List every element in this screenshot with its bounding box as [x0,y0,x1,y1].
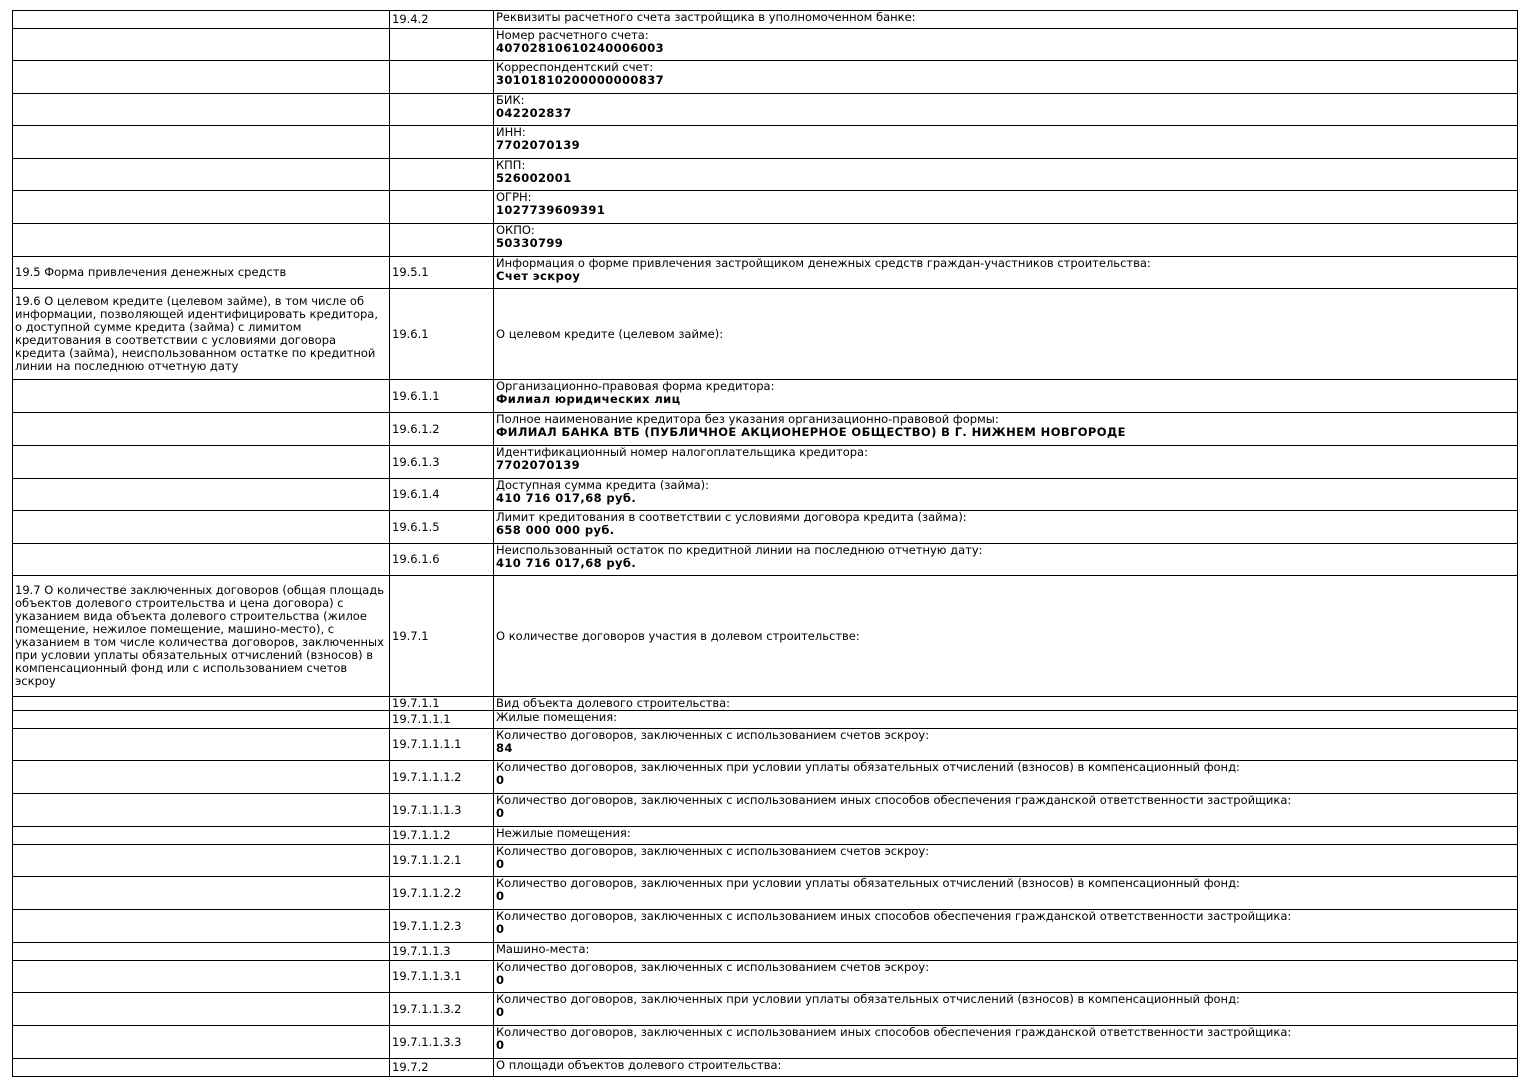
content-cell [494,761,1518,794]
field-value: 40702810610240006003 [496,41,665,55]
code-cell: 19.7.2 [390,1059,494,1077]
content-cell [494,191,1518,224]
section-cell [13,380,390,413]
section-cell [13,943,390,961]
field-value: 0 [496,857,505,871]
field-label: Корреспондентский счет: [496,60,654,74]
field-label: Количество договоров, заключенных при условии уплаты обязательных отчислений (взносов) в компенсационный фонд: [496,992,1240,1006]
table-row [13,1026,1518,1059]
field-label: Количество договоров, заключенных с использованием иных способов обеспечения гражданской ответственности застройщика: [496,909,1292,923]
table-row [13,877,1518,910]
content-cell [494,94,1518,126]
table-row [13,61,1518,94]
code-cell [390,29,494,61]
section-cell [13,877,390,910]
field-label: Неиспользованный остаток по кредитной линии на последнюю отчетную дату: [496,543,983,557]
content-cell [494,380,1518,413]
content-cell [494,289,1518,380]
content-cell [494,1059,1518,1077]
code-cell [390,224,494,257]
field-label: ОГРН: [496,190,532,204]
content-cell [494,126,1518,159]
field-value: 0 [496,1005,505,1019]
field-label: КПП: [496,158,526,172]
field-label: ИНН: [496,125,526,139]
code-cell: 19.7.1.1 [390,697,494,711]
field-value: 526002001 [496,171,572,185]
content-cell [494,711,1518,729]
section-cell: 19.7 О количестве заключенных договоров (общая площадь объектов долевого строительства и цена договора) с указанием вида объекта долевого строительства (жилое помещение, нежилое помещение, машино-место), с указанием в том числе количества договоров, заключенных при условии уплаты обязательных отчислений (взносов) в компенсационный фонд или с использованием счетов эскроу [13,576,390,697]
table-row [13,413,1518,446]
section-cell [13,697,390,711]
field-value: 1027739609391 [496,203,606,217]
table-row [13,224,1518,257]
table-row [13,961,1518,993]
field-label: Реквизиты расчетного счета застройщика в уполномоченном банке: [496,10,916,24]
table-row [13,761,1518,794]
table-row [13,446,1518,479]
code-cell: 19.4.2 [390,11,494,29]
field-value: 0 [496,1038,505,1052]
table-row [13,711,1518,729]
code-cell: 19.7.1.1.1.2 [390,761,494,794]
section-cell [13,446,390,479]
disclosure-table [12,10,1518,1077]
code-cell: 19.6.1.5 [390,511,494,544]
field-value: 658 000 000 руб. [496,523,615,537]
section-cell [13,511,390,544]
code-cell: 19.7.1.1.1.1 [390,729,494,761]
section-cell [13,794,390,827]
content-cell [494,729,1518,761]
code-cell: 19.7.1.1.2.1 [390,845,494,877]
code-cell: 19.7.1.1.3.1 [390,961,494,993]
table-row [13,827,1518,845]
section-cell [13,479,390,511]
field-label: Количество договоров, заключенных при условии уплаты обязательных отчислений (взносов) в компенсационный фонд: [496,760,1240,774]
field-label: Количество договоров, заключенных с использованием иных способов обеспечения гражданской ответственности застройщика: [496,793,1292,807]
field-label: О целевом кредите (целевом займе): [496,326,724,341]
section-cell [13,729,390,761]
field-label: Вид объекта долевого строительства: [496,696,731,710]
code-cell: 19.6.1.2 [390,413,494,446]
field-value: 30101810200000000837 [496,73,665,87]
table-row [13,993,1518,1026]
table-row [13,794,1518,827]
code-cell: 19.7.1.1.2.3 [390,910,494,943]
field-value: 7702070139 [496,458,581,472]
content-cell [494,877,1518,910]
table-row [13,544,1518,576]
section-cell [13,961,390,993]
field-value: Счет эскроу [496,269,581,283]
field-value: Филиал юридических лиц [496,392,681,406]
field-value: 410 716 017,68 руб. [496,556,637,570]
field-value: 0 [496,773,505,787]
code-cell: 19.5.1 [390,257,494,289]
table-row [13,697,1518,711]
content-cell [494,827,1518,845]
code-cell: 19.7.1 [390,576,494,697]
field-label: Информация о форме привлечения застройщиком денежных средств граждан-участников строительства: [496,256,1151,270]
content-cell [494,1026,1518,1059]
content-cell [494,257,1518,289]
field-label: Количество договоров, заключенных с использованием счетов эскроу: [496,728,930,742]
field-label: Жилые помещения: [496,710,618,724]
code-cell: 19.6.1.4 [390,479,494,511]
section-cell [13,191,390,224]
field-label: ОКПО: [496,223,535,237]
section-cell [13,94,390,126]
section-cell [13,711,390,729]
table-row [13,126,1518,159]
code-cell: 19.7.1.1.3 [390,943,494,961]
section-cell [13,1026,390,1059]
field-value: ФИЛИАЛ БАНКА ВТБ (ПУБЛИЧНОЕ АКЦИОНЕРНОЕ ОБЩЕСТВО) В Г. НИЖНЕМ НОВГОРОДЕ [496,425,1126,439]
field-label: Количество договоров, заключенных с использованием иных способов обеспечения гражданской ответственности застройщика: [496,1025,1292,1039]
section-cell [13,544,390,576]
table-row [13,94,1518,126]
field-value: 410 716 017,68 руб. [496,491,637,505]
section-cell [13,126,390,159]
code-cell [390,126,494,159]
code-cell [390,159,494,191]
field-value: 042202837 [496,106,572,120]
field-value: 0 [496,922,505,936]
field-value: 50330799 [496,236,564,250]
section-cell [13,827,390,845]
content-cell [494,993,1518,1026]
content-cell [494,910,1518,943]
table-row [13,257,1518,289]
section-cell [13,993,390,1026]
section-cell [13,11,390,29]
content-cell [494,845,1518,877]
content-cell [494,11,1518,29]
code-cell: 19.6.1 [390,289,494,380]
content-cell [494,697,1518,711]
field-label: Количество договоров, заключенных при условии уплаты обязательных отчислений (взносов) в компенсационный фонд: [496,876,1240,890]
table-row [13,11,1518,29]
section-cell [13,845,390,877]
section-cell [13,61,390,94]
field-label: О количестве договоров участия в долевом строительстве: [496,628,860,643]
table-row [13,191,1518,224]
table-row [13,729,1518,761]
table-row [13,1059,1518,1077]
table-row [13,29,1518,61]
field-label: Полное наименование кредитора без указания организационно-правовой формы: [496,412,999,426]
table-row [13,380,1518,413]
content-cell [494,961,1518,993]
field-label: Машино-места: [496,942,590,956]
content-cell [494,479,1518,511]
field-value: 0 [496,889,505,903]
table-row [13,479,1518,511]
content-cell [494,794,1518,827]
content-cell [494,29,1518,61]
content-cell [494,446,1518,479]
content-cell [494,224,1518,257]
field-label: Количество договоров, заключенных с использованием счетов эскроу: [496,960,930,974]
content-cell [494,61,1518,94]
code-cell [390,61,494,94]
section-cell: 19.5 Форма привлечения денежных средств [13,257,390,289]
section-cell [13,159,390,191]
code-cell: 19.7.1.1.1.3 [390,794,494,827]
field-label: Номер расчетного счета: [496,28,649,42]
table-row [13,910,1518,943]
table-row [13,511,1518,544]
field-value: 0 [496,806,505,820]
content-cell [494,544,1518,576]
section-cell [13,29,390,61]
field-value: 7702070139 [496,138,581,152]
table-row [13,289,1518,380]
content-cell [494,511,1518,544]
table-row [13,576,1518,697]
section-cell [13,910,390,943]
field-value: 84 [496,741,513,755]
code-cell: 19.6.1.1 [390,380,494,413]
code-cell: 19.7.1.1.2.2 [390,877,494,910]
code-cell: 19.7.1.1.3.2 [390,993,494,1026]
code-cell: 19.6.1.3 [390,446,494,479]
table-row [13,943,1518,961]
code-cell: 19.7.1.1.3.3 [390,1026,494,1059]
content-cell [494,576,1518,697]
section-cell [13,224,390,257]
section-cell [13,1059,390,1077]
field-label: О площади объектов долевого строительства: [496,1058,782,1072]
field-label: БИК: [496,93,525,107]
content-cell [494,159,1518,191]
content-cell [494,413,1518,446]
content-cell [494,943,1518,961]
code-cell: 19.6.1.6 [390,544,494,576]
table-row [13,845,1518,877]
table-row [13,159,1518,191]
code-cell [390,191,494,224]
field-value: 0 [496,973,505,987]
field-label: Нежилые помещения: [496,826,631,840]
field-label: Идентификационный номер налогоплательщика кредитора: [496,445,868,459]
field-label: Организационно-правовая форма кредитора: [496,379,775,393]
field-label: Лимит кредитования в соответствии с условиями договора кредита (займа): [496,510,967,524]
field-label: Доступная сумма кредита (займа): [496,478,710,492]
section-cell [13,413,390,446]
field-label: Количество договоров, заключенных с использованием счетов эскроу: [496,844,930,858]
code-cell [390,94,494,126]
section-cell: 19.6 О целевом кредите (целевом займе), в том числе об информации, позволяющей идентифицировать кредитора, о доступной сумме кредита (займа) с лимитом кредитования в соответствии с условиями договора кредита (займа), неиспользованном остатке по кредитной линии на последнюю отчетную дату [13,289,390,380]
section-cell [13,761,390,794]
code-cell: 19.7.1.1.2 [390,827,494,845]
code-cell: 19.7.1.1.1 [390,711,494,729]
